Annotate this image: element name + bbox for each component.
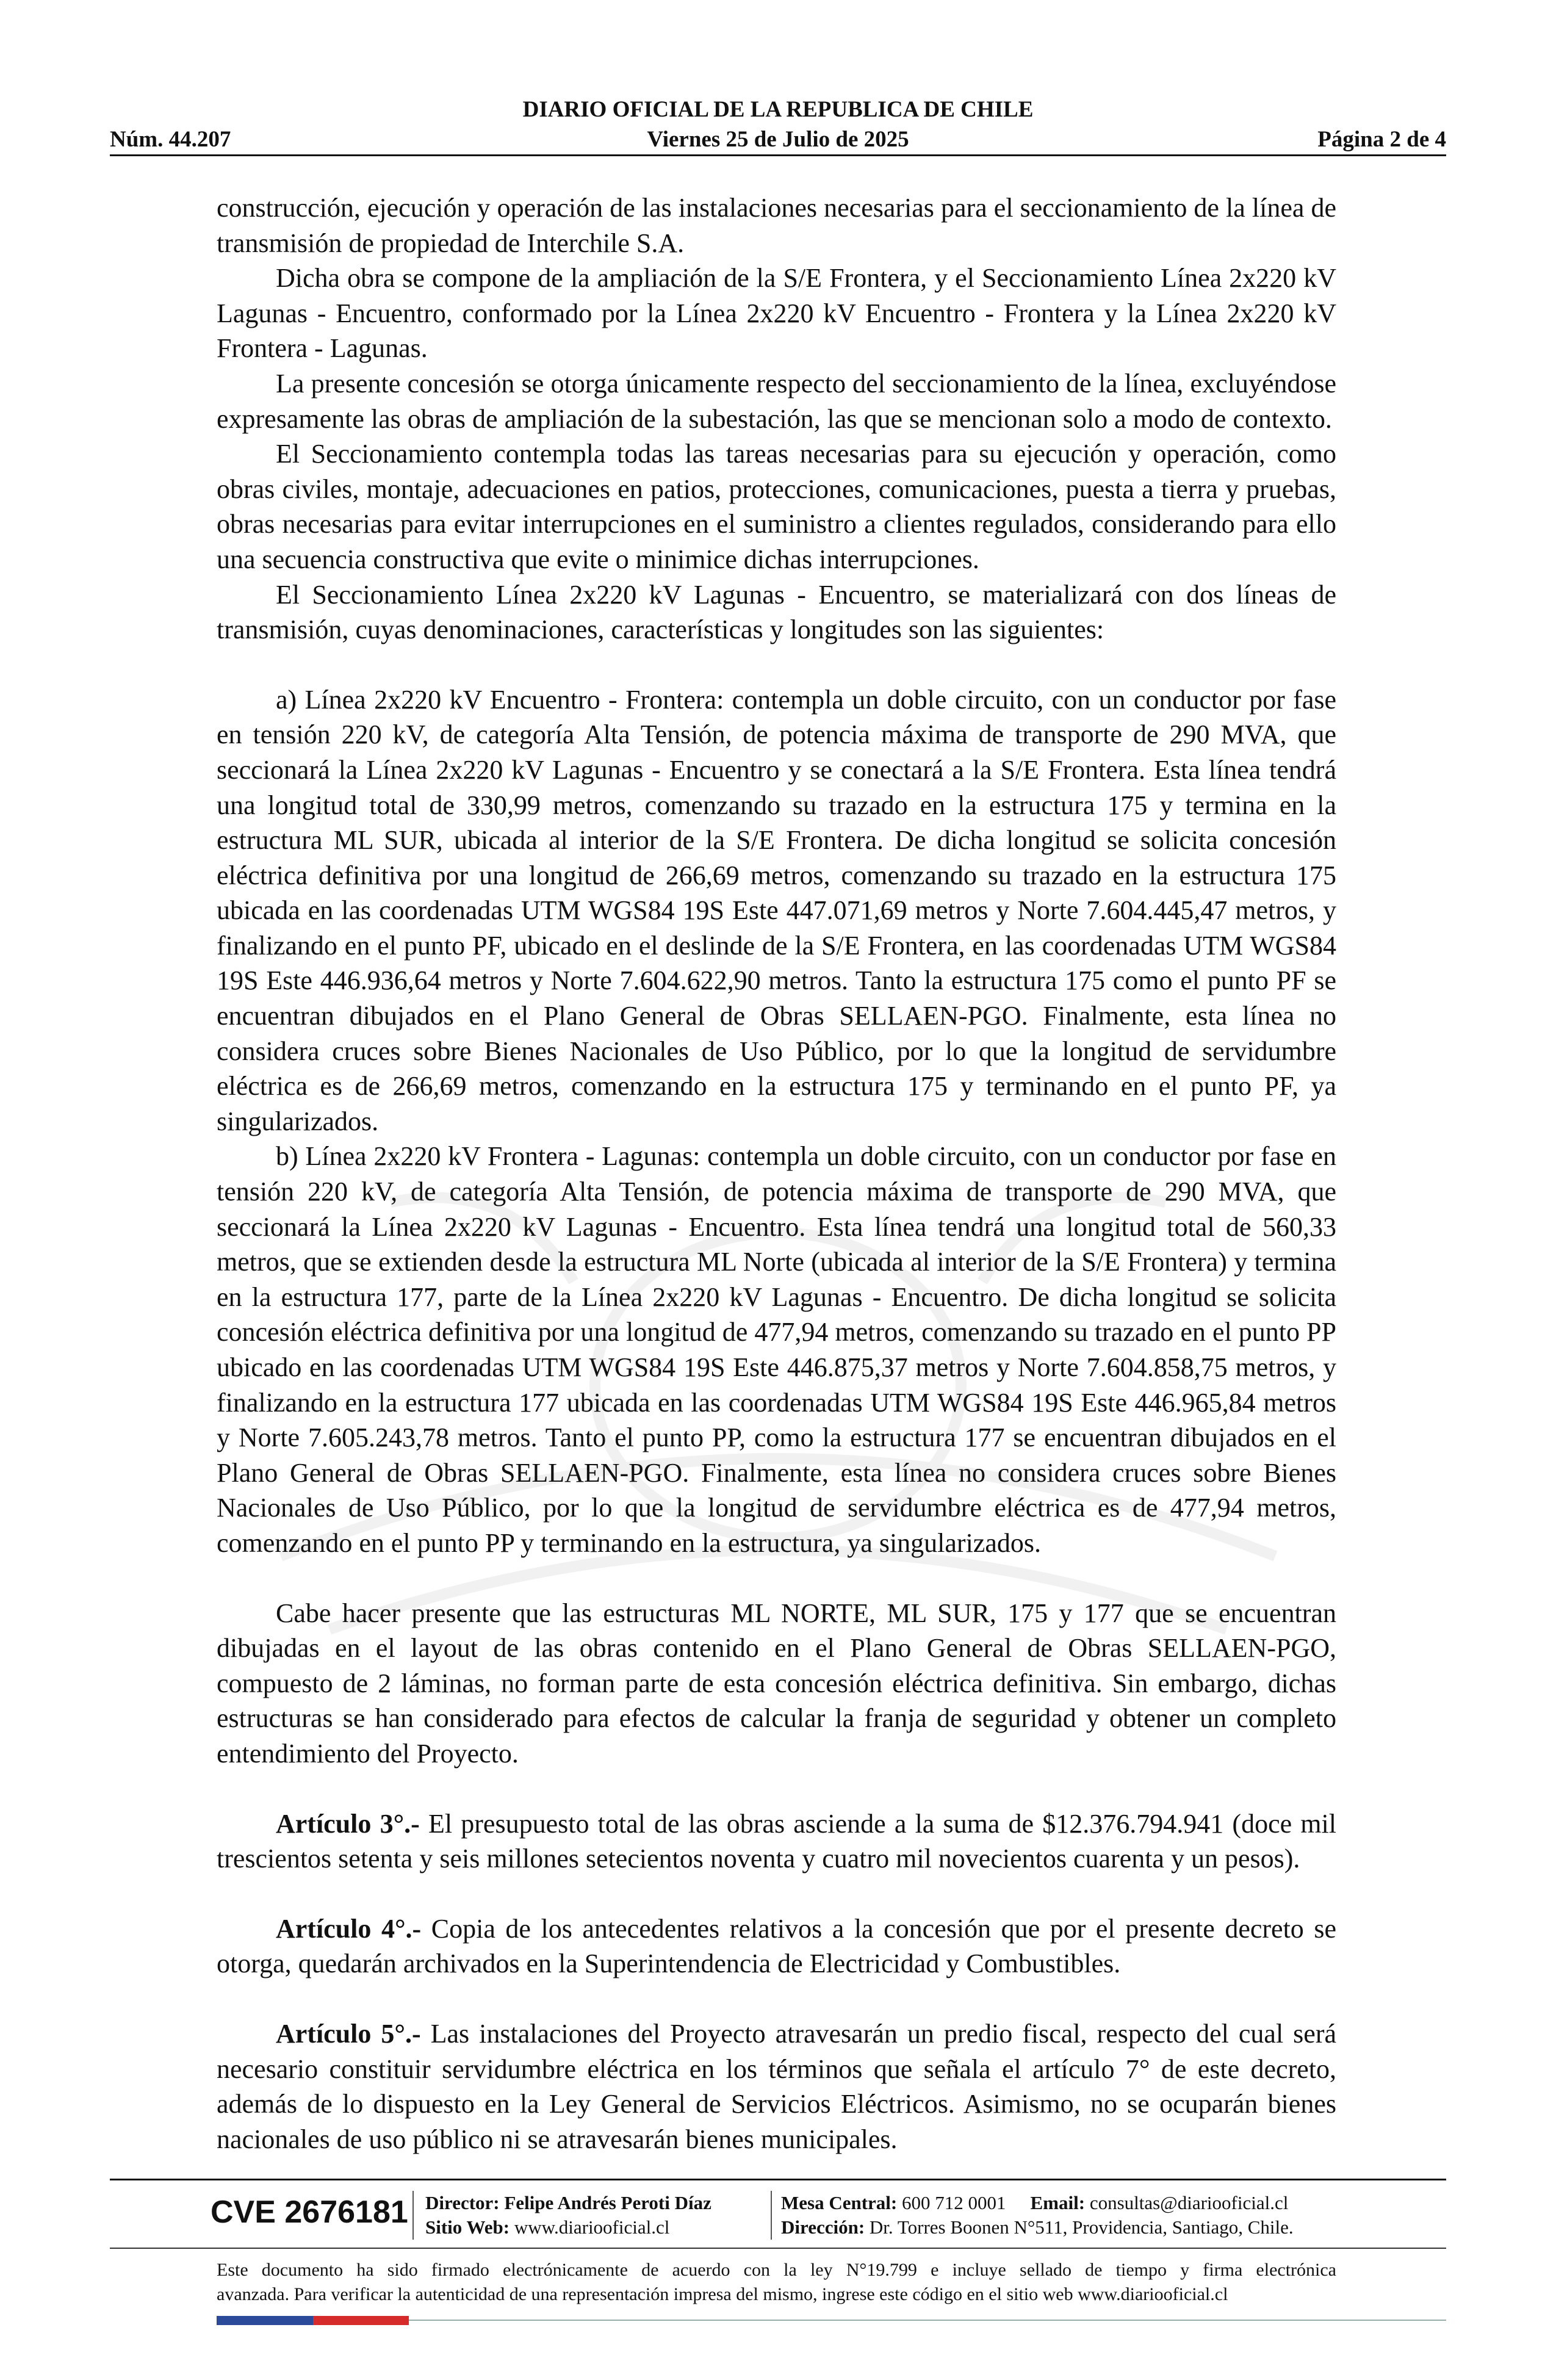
article-text: Copia de los antecedentes relativos a la concesión que por el presente decreto se otorga, quedarán archivados en la Superintendencia de Electricidad y Combustibles. [217, 1913, 1337, 1979]
article-4 [217, 1911, 1336, 1982]
footer-bottom-line [409, 2320, 1446, 2321]
article-label: Artículo 3°.- [276, 1808, 420, 1839]
article-label: Artículo 5°.- [276, 2018, 421, 2049]
document-body [217, 190, 1336, 2157]
list-item-a: a) Línea 2x220 kV Encuentro - Frontera: contempla un doble circuito, con un conductor por fase en tensión 220 kV, de categoría Alta Tensión, de potencia máxima de transporte de 290 MVA, que seccionará la Línea 2x220 kV Lagunas - Encuentro y se conectará a la S/E Frontera. Esta línea tendrá una longitud total de 330,99 metros, comenzando su trazado en la estructura 175 y termina en la estructura ML SUR, ubicada al interior de la S/E Frontera. De dicha longitud se solicita concesión eléctrica definitiva por una longitud de 266,69 metros, comenzando su trazado en la estructura 175 ubicada en las coordenadas UTM WGS84 19S Este 447.071,69 metros y Norte 7.604.445,47 metros, y finalizando en el punto PF, ubicado en el deslinde de la S/E Frontera, en las coordenadas UTM WGS84 19S Este 446.936,64 metros y Norte 7.604.622,90 metros. Tanto la estructura 175 como el punto PF se encuentran dibujados en el Plano General de Obras SELLAEN-PGO. Finalmente, esta línea no considera cruces sobre Bienes Nacionales de Uso Público, por lo que la longitud de servidumbre eléctrica es de 266,69 metros, comenzando en la estructura 175 y terminando en el punto PF, ya singularizados. [217, 684, 1336, 1136]
paragraph: La presente concesión se otorga únicamente respecto del seccionamiento de la línea, excluyéndose expresamente las obras de ampliación de la subestación, las que se mencionan solo a modo de contexto. [217, 368, 1336, 434]
article-text: El presupuesto total de las obras asciende a la suma de $12.376.794.941 (doce mil trescientos setenta y seis millones setecientos noventa y cuatro mil novecientos cuarenta y un pesos). [217, 1808, 1336, 1874]
site-link[interactable]: www.diariooficial.cl [510, 2216, 670, 2238]
paragraph: Cabe hacer presente que las estructuras ML NORTE, ML SUR, 175 y 177 que se encuentran dibujadas en el layout de las obras contenido en el Plano General de Obras SELLAEN-PGO, compuesto de 2 láminas, no forman parte de esta concesión eléctrica definitiva. Sin embargo, dichas estructuras se han considerado para efectos de calcular la franja de seguridad y obtener un completo entendimiento del Proyecto. [217, 1598, 1336, 1769]
site-label: Sitio Web: [425, 2216, 510, 2238]
footer-separator [771, 2191, 772, 2240]
paragraph: construcción, ejecución y operación de las instalaciones necesarias para el seccionamiento de la línea de transmisión de propiedad de Interchile S.A. [217, 193, 1336, 258]
issue-number: Núm. 44.207 [110, 127, 231, 152]
flag-stripe [217, 2316, 409, 2325]
article-text: Las instalaciones del Proyecto atravesarán un predio fiscal, respecto del cual será necesario constituir servidumbre eléctrica en los términos que señala el artículo 7° de este decreto, además de lo dispuesto en la Ley General de Servicios Eléctricos. Asimismo, no se ocuparán bienes nacionales de uso público ni se atravesarán bienes municipales. [217, 2018, 1336, 2154]
footer-divider [110, 2179, 1446, 2180]
publication-title: DIARIO OFICIAL DE LA REPUBLICA DE CHILE [522, 97, 1034, 122]
signature-note: Este documento ha sido firmado electrónicamente de acuerdo con la ley N°19.799 e incluye sellado de tiempo y firma electrónica [217, 2260, 1336, 2280]
director-name: Felipe Andrés Peroti Díaz [499, 2192, 711, 2213]
footer-divider [110, 2248, 1446, 2249]
article-label: Artículo 4°.- [276, 1913, 422, 1944]
flag-red-stripe [313, 2316, 409, 2325]
address-text: Dr. Torres Boonen N°511, Providencia, Santiago, Chile. [865, 2216, 1294, 2238]
paragraph: El Seccionamiento Línea 2x220 kV Lagunas - Encuentro, se materializará con dos líneas de transmisión, cuyas denominaciones, características y longitudes son las siguientes: [217, 579, 1336, 645]
email-label: Email: [1030, 2192, 1086, 2213]
cve-code: CVE 2676181 [211, 2194, 408, 2230]
issue-date: Viernes 25 de Julio de 2025 [647, 127, 909, 152]
page-header [110, 95, 1446, 156]
mesa-phone: 600 712 0001 [897, 2192, 1006, 2213]
footer-contact-info [781, 2191, 1294, 2240]
email-link[interactable]: consultas@diariooficial.cl [1085, 2192, 1289, 2213]
page-number: Página 2 de 4 [1317, 127, 1446, 152]
paragraph: El Seccionamiento contempla todas las tareas necesarias para su ejecución y operación, como obras civiles, montaje, adecuaciones en patios, protecciones, comunicaciones, puesta a tierra y pruebas, obras necesarias para evitar interrupciones en el suministro a clientes regulados, considerando para ello una secuencia constructiva que evite o minimice dichas interrupciones. [217, 439, 1336, 574]
signature-note: avanzada. Para verificar la autenticidad de una representación impresa del mismo, ingrese este código en el sitio web www.diariooficial.cl [217, 2284, 1228, 2304]
director-label: Director: [425, 2192, 500, 2213]
list-item-b: b) Línea 2x220 kV Frontera - Lagunas: contempla un doble circuito, con un conductor por fase en tensión 220 kV, de categoría Alta Tensión, de potencia máxima de transporte de 290 MVA, que seccionará la Línea 2x220 kV Lagunas - Encuentro. Esta línea tendrá una longitud total de 560,33 metros, que se extienden desde la estructura ML Norte (ubicada al interior de la S/E Frontera) y termina en la estructura 177, parte de la Línea 2x220 kV Lagunas - Encuentro. De dicha longitud se solicita concesión eléctrica definitiva por una longitud de 477,94 metros, comenzando su trazado en el punto PP ubicado en las coordenadas UTM WGS84 19S Este 446.875,37 metros y Norte 7.604.858,75 metros, y finalizando en la estructura 177 ubicada en las coordenadas UTM WGS84 19S Este 446.965,84 metros y Norte 7.605.243,78 metros. Tanto el punto PP, como la estructura 177 se encuentran dibujados en el Plano General de Obras SELLAEN-PGO. Finalmente, esta línea no considera cruces sobre Bienes Nacionales de Uso Público, por lo que la longitud de servidumbre eléctrica es de 477,94 metros, comenzando en el punto PP y terminando en la estructura, ya singularizados. [217, 1141, 1336, 1558]
mesa-label: Mesa Central: [781, 2192, 898, 2213]
footer-separator [412, 2191, 414, 2240]
header-divider [110, 154, 1446, 156]
footer-director-info [425, 2191, 711, 2240]
article-5 [217, 2016, 1336, 2157]
flag-blue-stripe [217, 2316, 313, 2325]
paragraph: Dicha obra se compone de la ampliación de la S/E Frontera, y el Seccionamiento Línea 2x220 kV Lagunas - Encuentro, conformado por la Línea 2x220 kV Encuentro - Frontera y la Línea 2x220 kV Frontera - Lagunas. [217, 263, 1336, 364]
address-label: Dirección: [781, 2216, 865, 2238]
article-3 [217, 1806, 1336, 1877]
